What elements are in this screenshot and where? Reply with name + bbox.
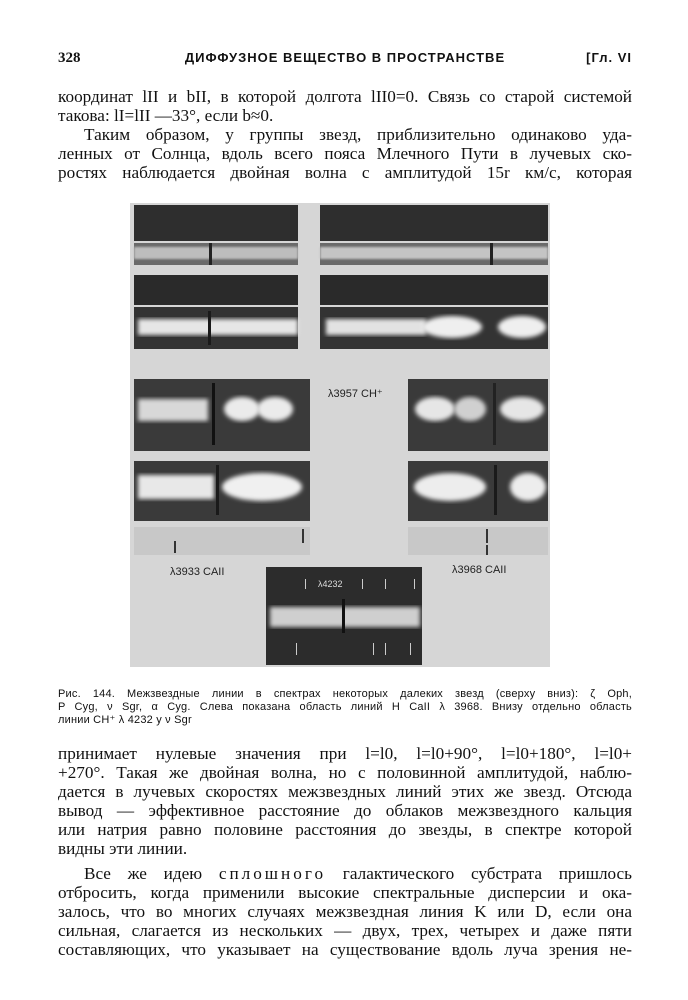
text-line: +270°. Такая же двойная волна, но с половинной амплитудой, наблю-: [58, 763, 632, 782]
text-line: отбросить, когда применили высокие спектральные дисперсии и ока-: [58, 883, 632, 902]
text-line: сильная, слагается из нескольких — двух, трех, четырех и даже пяти: [58, 921, 632, 940]
label-ca-k: λ3933 CAII: [170, 566, 225, 578]
text-line: координат lII и bII, в которой долгота lII0=0. Связь со старой системой: [58, 87, 632, 106]
running-title: ДИФФУЗНОЕ ВЕЩЕСТВО В ПРОСТРАНСТВЕ: [184, 50, 506, 65]
text-line: Таким образом, у группы звезд, приблизительно одинаково уда-: [84, 125, 632, 144]
label-ca-h: λ3968 CAII: [452, 564, 507, 576]
text-line: или натрия равно половине расстояния до звезды, в спектре которой: [58, 820, 632, 839]
text-line: ленных от Солнца, вдоль всего пояса Млечного Пути в лучевых ско-: [58, 144, 632, 163]
text-line: [58, 864, 632, 883]
running-header: [58, 50, 632, 70]
caption-line: P Cyg, ν Sgr, α Cyg. Слева показана область линий H CaII λ 3968. Внизу отдельно область: [58, 701, 632, 713]
text-fragment: галактического субстрата пришлось: [342, 864, 633, 883]
label-ch-4232: λ4232: [318, 579, 343, 589]
label-ch-3957: λ3957 CH⁺: [328, 388, 383, 400]
text-fragment: Все же идею: [84, 864, 203, 883]
chapter-mark: [Гл. VI: [586, 50, 632, 65]
text-top: [58, 87, 632, 182]
caption-line: линии CH⁺ λ 4232 у ν Sgr: [58, 714, 192, 726]
text-line: вывод — эффективное расстояние до облаков межзвездного кальция: [58, 801, 632, 820]
text-line: залось, что во многих случаях межзвездная линия K или D, если она: [58, 902, 632, 921]
text-line: дается в лучевых скоростях межзвездных линий этих же звезд. Отсюда: [58, 782, 632, 801]
page-number: 328: [58, 50, 81, 66]
text-line: такова: lI=lII —33°, если b≈0.: [58, 106, 274, 125]
caption-line: Рис. 144. Межзвездные линии в спектрах некоторых далеких звезд (сверху вниз): ζ Oph,: [58, 688, 632, 700]
text-bottom: [58, 744, 632, 959]
text-line: ростях наблюдается двойная волна с амплитудой 15r км/с, которая: [58, 163, 632, 182]
spectra-figure: [130, 203, 550, 667]
text-line: принимает нулевые значения при l=l0, l=l0+90°, l=l0+180°, l=l0+: [58, 744, 632, 763]
figure-caption: [58, 688, 632, 727]
text-line: составляющих, что указывает на существование вдоль луча зрения не-: [58, 940, 632, 959]
spaced-word: сплошного: [218, 864, 327, 883]
text-line: видны эти линии.: [58, 839, 188, 858]
spectra-photograph: [130, 203, 550, 667]
